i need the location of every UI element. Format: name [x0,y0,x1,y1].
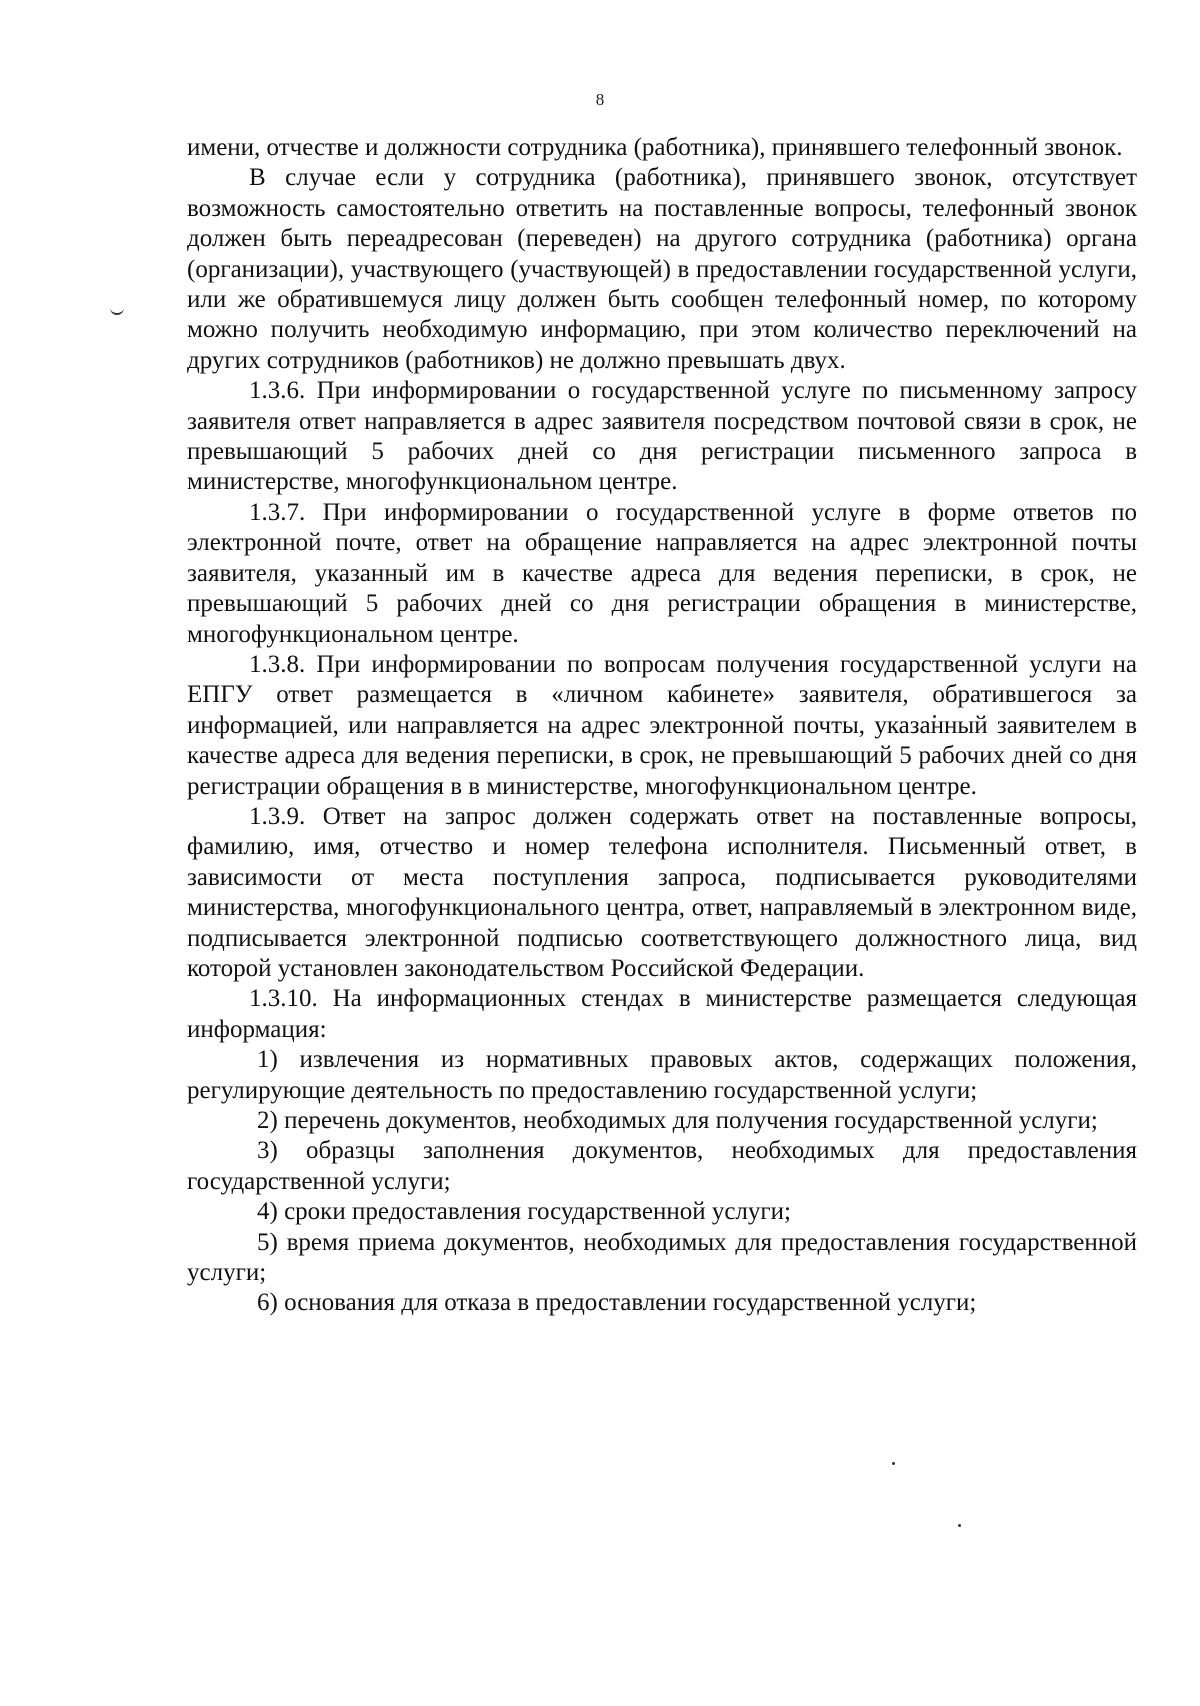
paragraph-1-3-6: 1.3.6. При информировании о государственной услуге по письменному запросу заявителя ответ направляется в адрес заявителя посредством почтовой связи в срок, не превышающий 5 рабочих дней со дня регистрации письменного запроса в министерстве, многофункциональном центре. [187,377,1137,496]
paragraph-1-3-7: 1.3.7. При информировании о государственной услуге в форме ответов по электронной почте, ответ на обращение направляется на адрес электронной почты заявителя, указанный им в качестве адреса для ведения переписки, в срок, не превышающий 5 рабочих дней со дня регистрации обращения в министерстве, многофункциональном центре. [187,498,1137,648]
list-item-4: 4) сроки предоставления государственной услуги; [257,1198,791,1226]
paragraph-continuation: имени, отчестве и должности сотрудника (работника), принявшего телефонный звонок. [187,134,1123,161]
scan-speck [958,1524,961,1527]
scan-speck [892,1462,895,1465]
list-item-5: 5) время приема документов, необходимых для предоставления государственной услуги; [187,1228,1137,1287]
list-item-1: 1) извлечения из нормативных правовых актов, содержащих положения, регулирующие деятельность по предоставлению государственной услуги; [187,1046,1137,1104]
paragraph-redirect-call: В случае если у сотрудника (работника), принявшего звонок, отсутствует возможность самостоятельно ответить на поставленные вопросы, телефонный звонок должен быть переадресован (переведен) на другого сотрудника (работника) органа (организации), участвующего (участвующей) в предоставлении государственной услуги, или же обратившемуся лицу должен быть сообщен телефонный номер, по которому можно получить необходимую информацию, при этом количество переключений на других сотрудников (работников) не должно превышать двух. [187,164,1137,374]
list-item-6: 6) основания для отказа в предоставлении государственной услуги; [257,1289,977,1317]
paragraph-1-3-10: 1.3.10. На информационных стендах в министерстве размещается следующая информация: [187,985,1137,1043]
list-item-3: 3) образцы заполнения документов, необходимых для предоставления государственной услуги; [187,1137,1137,1195]
document-body [187,133,1137,1319]
paragraph-1-3-8: 1.3.8. При информировании по вопросам получения государственной услуги на ЕПГУ ответ размещается в «личном кабинете» заявителя, обратившегося за информацией, или направляется на адрес электронной почты, указанный заявителем в качестве адреса для ведения переписки, в срок, не превышающий 5 рабочих дней со дня регистрации обращения в в министерстве, многофункциональном центре. [187,650,1137,800]
page-number: 8 [595,90,605,109]
list-item-2: 2) перечень документов, необходимых для получения государственной услуги; [257,1107,1098,1134]
paragraph-1-3-9: 1.3.9. Ответ на запрос должен содержать ответ на поставленные вопросы, фамилию, имя, отчество и номер телефона исполнителя. Письменный ответ, в зависимости от места поступления запроса, подписывается руководителями министерства, многофункционального центра, ответ, направляемый в электронном виде, подписывается электронной подписью соответствующего должностного лица, вид которой установлен законодательством Российской Федерации. [187,802,1137,982]
margin-mark [110,307,124,315]
